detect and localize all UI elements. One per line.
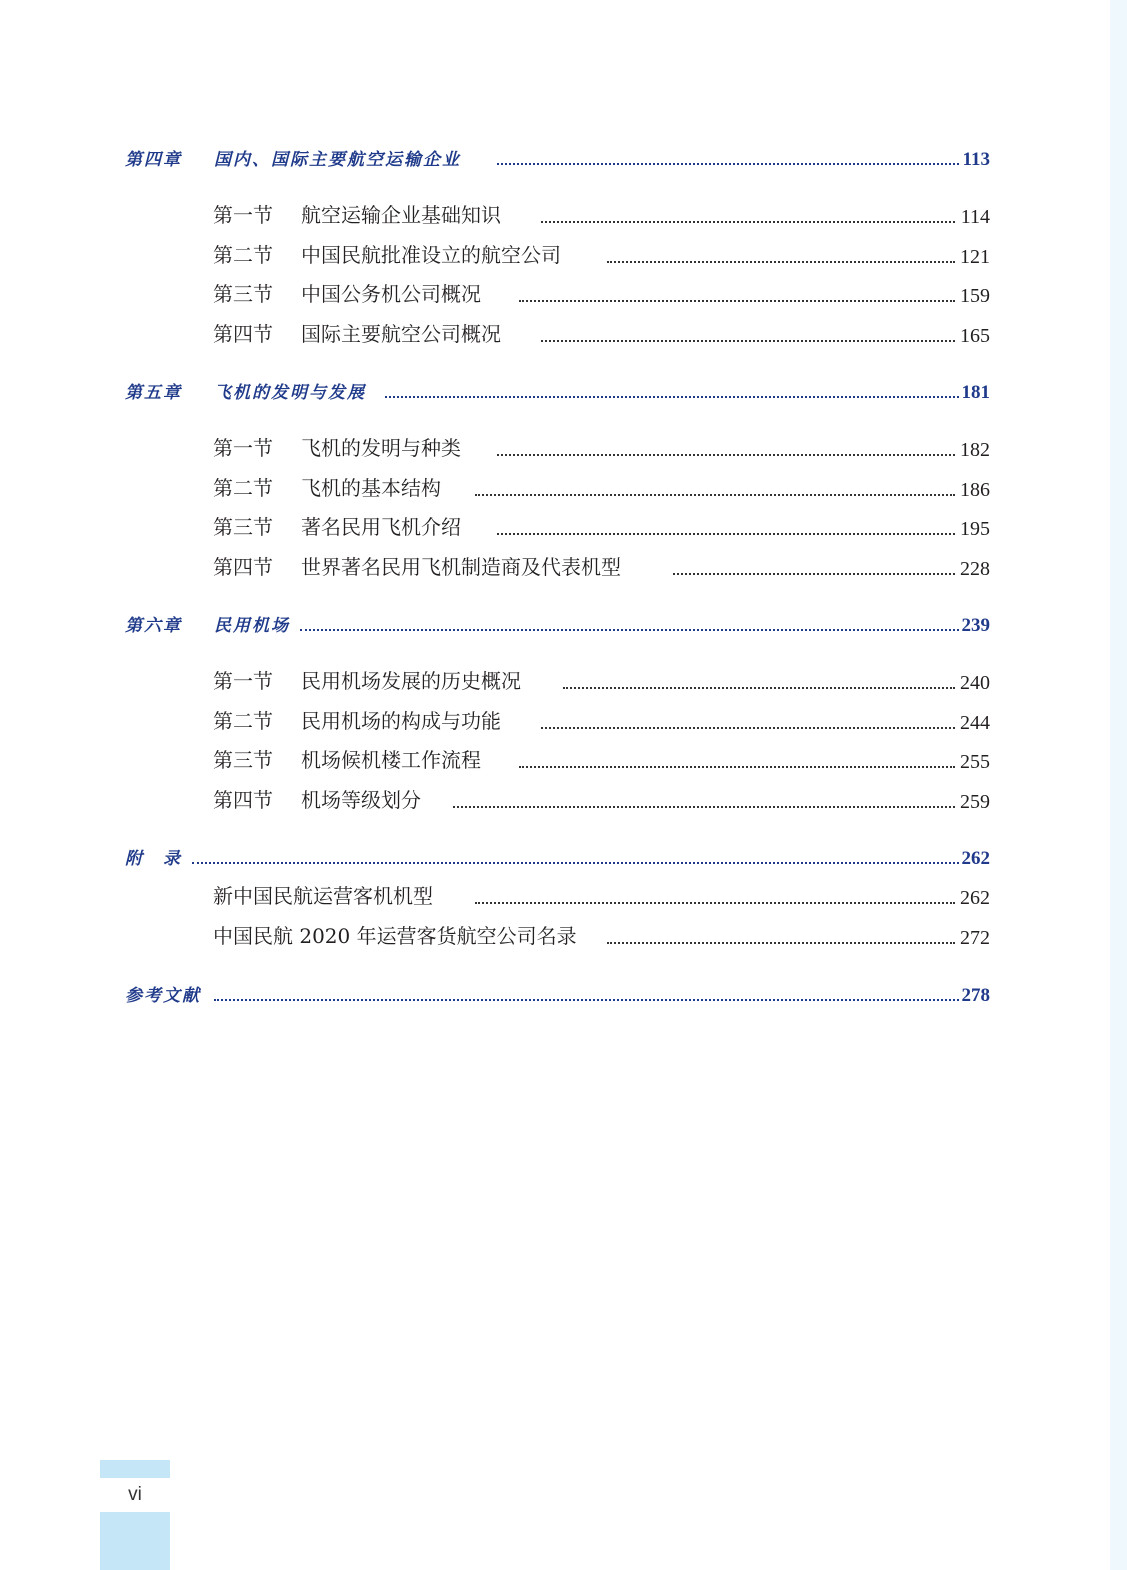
section-entry[interactable] xyxy=(0,240,1127,272)
section-label: 第三节 xyxy=(213,515,273,539)
section-page-number: 244 xyxy=(957,712,990,735)
section-title: 民用机场发展的历史概况 xyxy=(301,669,521,693)
section-label: 第二节 xyxy=(213,476,273,500)
dot-leader xyxy=(214,999,959,1001)
dot-leader xyxy=(607,261,955,263)
section-title: 民用机场的构成与功能 xyxy=(301,709,501,733)
section-title: 机场等级划分 xyxy=(301,788,421,812)
section-entry[interactable] xyxy=(0,279,1127,311)
chapter-label: 第六章 xyxy=(125,616,182,636)
references-page-number: 278 xyxy=(959,985,991,1007)
dot-leader xyxy=(519,300,955,302)
dot-leader xyxy=(541,727,955,729)
references-label: 参考文献 xyxy=(125,986,201,1006)
section-page-number: 259 xyxy=(957,791,990,814)
chapter-title: 民用机场 xyxy=(214,611,292,636)
section-page-number: 240 xyxy=(957,672,990,695)
section-entry[interactable] xyxy=(0,745,1127,777)
folio-tab-bottom xyxy=(100,1512,170,1570)
section-entry[interactable] xyxy=(0,319,1127,351)
section-title: 机场候机楼工作流程 xyxy=(301,748,481,772)
section-label: 第四节 xyxy=(213,788,273,812)
dot-leader xyxy=(563,687,955,689)
chapter-page-number: 181 xyxy=(959,382,991,404)
chapter-entry[interactable] xyxy=(0,142,1127,174)
appendix-item-title: 新中国民航运营客机机型 xyxy=(213,884,433,908)
section-page-number: 195 xyxy=(957,518,990,541)
section-page-number: 165 xyxy=(957,325,990,348)
folio-page-number: vi xyxy=(128,1484,142,1505)
section-label: 第一节 xyxy=(213,436,273,460)
appendix-item-title: 中国民航 2020 年运营客货航空公司名录 xyxy=(213,924,577,948)
chapter-label: 第五章 xyxy=(125,383,182,403)
appendix-item-page-number: 262 xyxy=(957,887,990,910)
section-label: 第三节 xyxy=(213,748,273,772)
section-page-number: 255 xyxy=(957,751,990,774)
dot-leader xyxy=(475,902,955,904)
dot-leader xyxy=(453,806,955,808)
dot-leader xyxy=(607,942,955,944)
section-label: 第四节 xyxy=(213,555,273,579)
dot-leader xyxy=(497,163,959,165)
section-label: 第二节 xyxy=(213,243,273,267)
section-page-number: 182 xyxy=(957,439,990,462)
chapter-page-number: 239 xyxy=(959,615,991,637)
folio-tab-top xyxy=(100,1460,170,1478)
section-title: 飞机的基本结构 xyxy=(301,476,441,500)
appendix-item-page-number: 272 xyxy=(957,927,990,950)
appendix-item[interactable] xyxy=(0,921,1127,953)
appendix-item[interactable] xyxy=(0,881,1127,913)
dot-leader xyxy=(300,629,959,631)
dot-leader xyxy=(192,862,959,864)
appendix-page-number: 262 xyxy=(959,848,991,870)
section-label: 第二节 xyxy=(213,709,273,733)
section-title: 中国民航批准设立的航空公司 xyxy=(301,243,561,267)
dot-leader xyxy=(385,396,959,398)
chapter-page-number: 113 xyxy=(960,149,990,171)
chapter-label: 第四章 xyxy=(125,150,182,170)
section-label: 第四节 xyxy=(213,322,273,346)
section-entry[interactable] xyxy=(0,433,1127,465)
section-entry[interactable] xyxy=(0,785,1127,817)
section-title: 中国公务机公司概况 xyxy=(301,282,481,306)
appendix-label: 附 录 xyxy=(125,849,182,869)
section-entry[interactable] xyxy=(0,666,1127,698)
dot-leader xyxy=(497,454,955,456)
dot-leader xyxy=(673,573,955,575)
section-entry[interactable] xyxy=(0,552,1127,584)
chapter-entry[interactable] xyxy=(0,375,1127,407)
dot-leader xyxy=(475,494,955,496)
chapter-title: 飞机的发明与发展 xyxy=(214,378,368,403)
section-entry[interactable] xyxy=(0,512,1127,544)
dot-leader xyxy=(519,766,955,768)
dot-leader xyxy=(497,533,955,535)
section-entry[interactable] xyxy=(0,706,1127,738)
section-entry[interactable] xyxy=(0,200,1127,232)
dot-leader xyxy=(541,221,955,223)
section-title: 国际主要航空公司概况 xyxy=(301,322,501,346)
section-label: 第一节 xyxy=(213,203,273,227)
dot-leader xyxy=(541,340,955,342)
section-page-number: 186 xyxy=(957,479,990,502)
section-page-number: 228 xyxy=(957,558,990,581)
appendix-entry[interactable] xyxy=(0,841,1127,873)
section-label: 第三节 xyxy=(213,282,273,306)
section-page-number: 121 xyxy=(957,246,990,269)
section-page-number: 114 xyxy=(958,206,990,229)
section-entry[interactable] xyxy=(0,473,1127,505)
section-title: 世界著名民用飞机制造商及代表机型 xyxy=(301,555,621,579)
chapter-entry[interactable] xyxy=(0,608,1127,640)
section-title: 航空运输企业基础知识 xyxy=(301,203,501,227)
section-title: 著名民用飞机介绍 xyxy=(301,515,461,539)
section-label: 第一节 xyxy=(213,669,273,693)
section-title: 飞机的发明与种类 xyxy=(301,436,461,460)
section-page-number: 159 xyxy=(957,285,990,308)
references-entry[interactable] xyxy=(0,978,1127,1010)
chapter-title: 国内、国际主要航空运输企业 xyxy=(214,145,463,170)
